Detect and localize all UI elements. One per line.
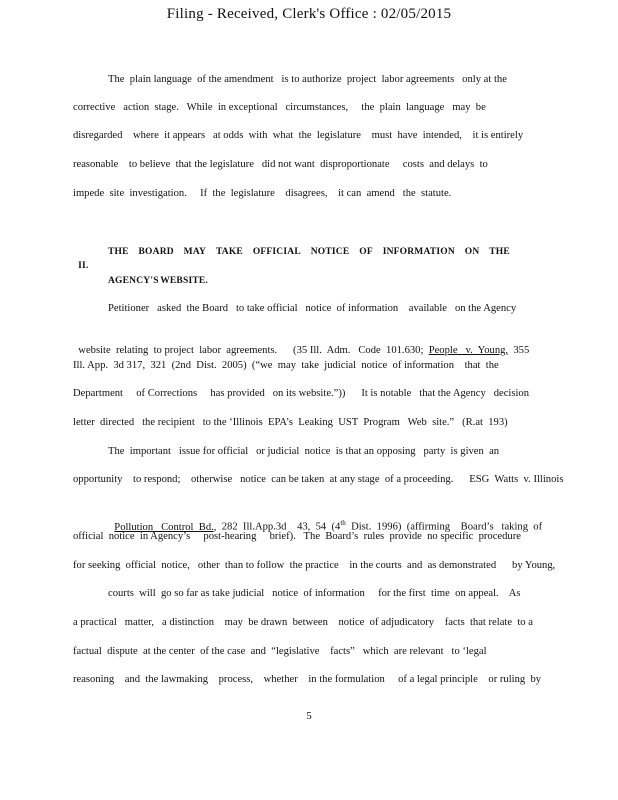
filing-stamp-header: Filing - Received, Clerk's Office : 02/05/2015 <box>166 6 452 22</box>
para1-line-1: The plain language of the amendment is to authorize project labor agreements only at the <box>108 74 507 85</box>
page-number: 5 <box>306 710 312 722</box>
heading-word: BOARD <box>138 247 174 257</box>
para2-line-2 <box>73 330 529 358</box>
heading-word: ON <box>464 247 480 257</box>
heading-word: THE <box>108 247 129 257</box>
ordinal-suffix: th <box>340 519 346 527</box>
heading-word: OFFICIAL <box>252 247 301 257</box>
para1-line-2: corrective action stage. While in exceptional circumstances, the plain language may be <box>73 102 486 113</box>
heading-word: WEBSITE. <box>160 276 208 286</box>
case-citation-esg-watts: Pollution Control Bd., <box>114 521 217 533</box>
section-numeral: II. <box>78 261 89 271</box>
para2-line-4: Department of Corrections has provided on its website.”)) It is notable that the Agency decision <box>73 388 530 399</box>
heading-word: OF <box>359 247 373 257</box>
para1-line-5: impede site investigation. If the legislature disagrees, it can amend the statute. <box>73 188 452 199</box>
heading-word: MAY <box>183 247 207 257</box>
section-title-line-2 <box>108 274 208 288</box>
para1-line-4: reasonable to believe that the legislature did not want disproportionate costs and delays to <box>73 159 488 170</box>
para2-line-5: letter directed the recipient to the ‘Illinois EPA’s Leaking UST Program Web site.” (R.at 193) <box>73 417 508 428</box>
para3-line-8: factual dispute at the center of the case and “legislative facts” which are relevant to ‘legal <box>73 646 487 657</box>
para3-line-2: opportunity to respond; otherwise notice can be taken at any stage of a proceeding. ESG Watts v. Illinois <box>73 474 564 485</box>
para2-line-2-tail: 355 <box>508 345 530 356</box>
heading-word: AGENCY'S <box>108 276 159 286</box>
para3-line-3-text: 282 Ill.App.3d 43, 54 (4 <box>216 521 341 533</box>
section-title-line-1 <box>108 245 510 259</box>
para3-line-9: reasoning and the lawmaking process, whether in the formulation of a legal principle or ruling by <box>73 674 542 685</box>
para3-line-3-tail: Dist. 1996) (affirming Board’s taking of <box>345 521 543 533</box>
para3-line-5: for seeking official notice, other than to follow the practice in the courts and as demonstrated by Young, <box>73 560 556 571</box>
case-citation-people-v-young: People v. Young, <box>428 345 509 356</box>
heading-word: TAKE <box>215 247 243 257</box>
heading-word: THE <box>489 247 510 257</box>
para3-line-1: The important issue for official or judicial notice is that an opposing party is given an <box>108 446 500 457</box>
para2-line-2-text: website relating to project labor agreements. (35 Ill. Adm. Code 101.630; <box>78 345 429 356</box>
para3-line-4: official notice in Agency’s post-hearing brief). The Board’s rules provide no specific procedure <box>73 531 521 542</box>
para3-line-6: courts will go so far as take judicial notice of information for the first time on appeal. As <box>108 588 521 599</box>
section-heading <box>73 245 89 273</box>
para3-line-7: a practical matter, a distinction may be drawn between notice of adjudicatory facts that relate to a <box>73 617 533 628</box>
para2-line-3: Ill. App. 3d 317, 321 (2nd Dist. 2005) (“we may take judicial notice of information that the <box>73 360 499 371</box>
para1-line-3: disregarded where it appears at odds with what the legislature must have intended, it is entirely <box>73 130 524 141</box>
para2-line-1: Petitioner asked the Board to take official notice of information available on the Agency <box>108 303 517 314</box>
heading-word: NOTICE <box>310 247 350 257</box>
heading-word: INFORMATION <box>382 247 455 257</box>
